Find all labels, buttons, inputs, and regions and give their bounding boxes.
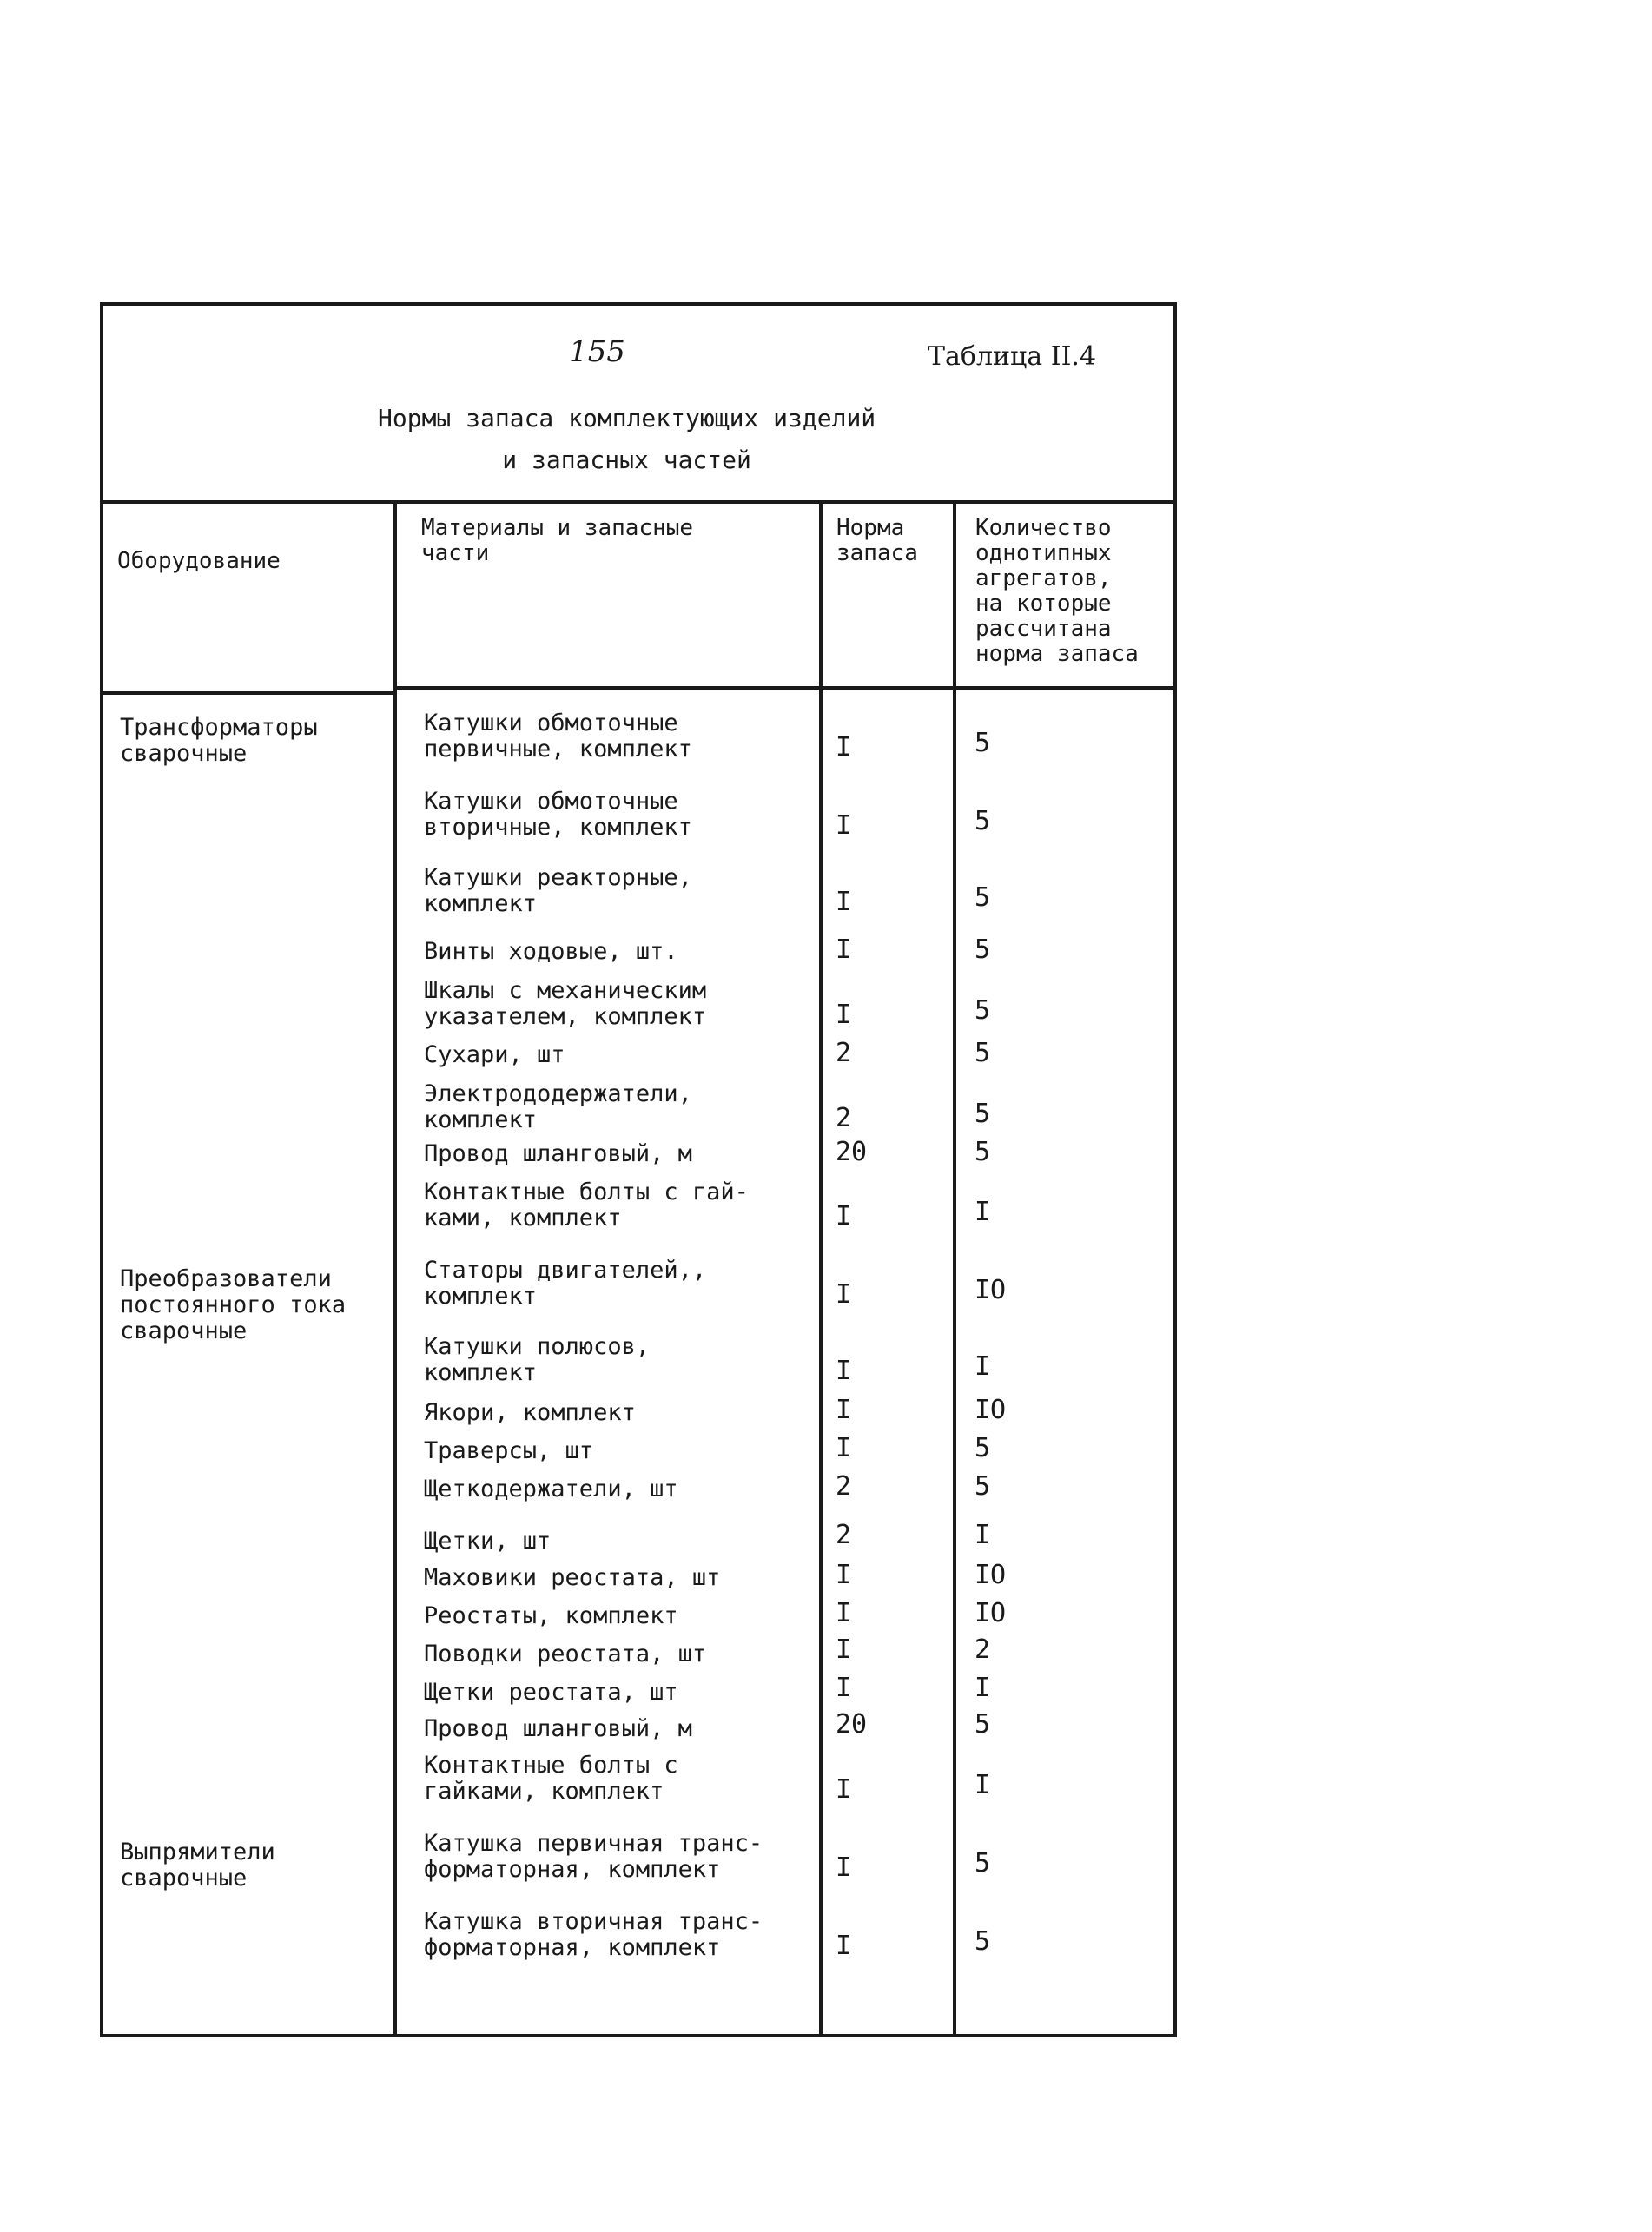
row-item xyxy=(424,1603,678,1629)
row-norm: I xyxy=(836,1774,852,1805)
row-item-line: Электрододержатели, xyxy=(424,1080,692,1107)
col-header-equipment: Оборудование xyxy=(117,548,281,574)
row-item xyxy=(424,789,692,841)
header-top-rule xyxy=(100,500,1177,504)
row-item xyxy=(424,1042,565,1068)
row-norm: I xyxy=(836,1560,852,1590)
row-count: 5 xyxy=(975,728,991,758)
row-item-line: Маховики реостата, шт xyxy=(424,1564,721,1591)
row-norm: I xyxy=(836,1000,852,1030)
row-count: I xyxy=(975,1520,991,1550)
row-item-line: Якори, комплект xyxy=(424,1399,636,1426)
row-norm: 2 xyxy=(836,1520,852,1550)
row-count: 2 xyxy=(975,1634,991,1665)
row-norm: I xyxy=(836,1634,852,1665)
row-item-line: Щетки реостата, шт xyxy=(424,1679,678,1706)
row-count: IO xyxy=(975,1395,1007,1425)
row-item xyxy=(424,1400,636,1426)
row-item-line: Катушка вторичная транс- xyxy=(424,1908,763,1935)
row-count: 5 xyxy=(975,806,991,836)
row-item-line: указателем, комплект xyxy=(424,1003,707,1030)
row-count: IO xyxy=(975,1275,1007,1305)
table-label: Таблица II.4 xyxy=(928,341,1097,372)
row-norm: 20 xyxy=(836,1137,868,1167)
row-count: 5 xyxy=(975,882,991,913)
row-item-line: форматорная, комплект xyxy=(424,1856,721,1883)
row-item xyxy=(424,1438,593,1464)
row-norm: I xyxy=(836,732,852,763)
row-item-line: Реостаты, комплект xyxy=(424,1602,678,1629)
row-count: 5 xyxy=(975,995,991,1026)
col-divider-1 xyxy=(393,500,397,2037)
row-count: I xyxy=(975,1673,991,1703)
header-bottom-rule-2 xyxy=(395,686,1177,690)
row-item xyxy=(424,1716,692,1742)
row-item-line: Винты ходовые, шт. xyxy=(424,938,678,965)
row-norm: 20 xyxy=(836,1709,868,1740)
row-count: IO xyxy=(975,1598,1007,1628)
row-item-line: форматорная, комплект xyxy=(424,1934,721,1961)
header-dash xyxy=(1129,500,1177,503)
row-item xyxy=(424,1179,749,1232)
row-norm: 2 xyxy=(836,1471,852,1502)
group-welding-transformers: Трансформаторы сварочные xyxy=(120,714,318,767)
row-norm: I xyxy=(836,1673,852,1703)
row-count: 5 xyxy=(975,934,991,965)
row-norm: I xyxy=(836,1598,852,1628)
row-norm: I xyxy=(836,887,852,917)
row-item xyxy=(424,1680,678,1706)
row-item xyxy=(424,1334,650,1386)
group-rectifiers: Выпрямители сварочные xyxy=(120,1839,275,1892)
row-item-line: ками, комплект xyxy=(424,1205,622,1232)
row-item-line: Траверсы, шт xyxy=(424,1437,594,1464)
col-header-norm: Норма запаса xyxy=(836,515,918,566)
header-bottom-rule-1 xyxy=(100,691,395,695)
row-item-line: Провод шланговый, м xyxy=(424,1715,692,1742)
row-item-line: Контактные болты с xyxy=(424,1752,678,1779)
row-item xyxy=(424,1141,692,1167)
row-item xyxy=(424,865,692,917)
row-norm: I xyxy=(836,1931,852,1961)
row-item-line: Провод шланговый, м xyxy=(424,1140,692,1167)
row-item-line: Катушки обмоточные xyxy=(424,788,678,815)
row-item-line: Катушка первичная транс- xyxy=(424,1830,763,1857)
row-count: 5 xyxy=(975,1433,991,1463)
row-item-line: Катушки обмоточные xyxy=(424,710,678,736)
row-norm: 2 xyxy=(836,1103,852,1133)
col-divider-3 xyxy=(953,500,956,2037)
row-item-line: Поводки реостата, шт xyxy=(424,1641,707,1667)
row-item-line: Статоры двигателей,, xyxy=(424,1257,707,1284)
row-item xyxy=(424,1476,678,1502)
row-norm: I xyxy=(836,1201,852,1232)
row-item-line: Щетки, шт xyxy=(424,1528,552,1555)
row-count: 5 xyxy=(975,1038,991,1068)
row-count: 5 xyxy=(975,1848,991,1879)
row-norm: I xyxy=(836,810,852,841)
row-norm: I xyxy=(836,1395,852,1425)
row-item-line: Сухари, шт xyxy=(424,1041,565,1068)
row-count: 5 xyxy=(975,1099,991,1129)
row-item-line: комплект xyxy=(424,890,538,917)
row-count: 5 xyxy=(975,1471,991,1502)
row-item-line: гайками, комплект xyxy=(424,1778,664,1805)
col-divider-2 xyxy=(819,500,823,2037)
row-item-line: Катушки реакторные, xyxy=(424,864,692,891)
row-item-line: комплект xyxy=(424,1359,538,1386)
table-title xyxy=(378,398,876,481)
row-count: IO xyxy=(975,1560,1007,1590)
row-norm: I xyxy=(836,934,852,965)
row-count: I xyxy=(975,1770,991,1800)
row-norm: I xyxy=(836,1852,852,1883)
row-count: 5 xyxy=(975,1709,991,1740)
row-item xyxy=(424,978,706,1030)
col-header-count: Количество однотипных агрегатов, на которые рассчитана норма запаса xyxy=(975,515,1139,667)
row-count: 5 xyxy=(975,1137,991,1167)
row-item xyxy=(424,1641,706,1667)
row-item xyxy=(424,1258,706,1310)
row-item xyxy=(424,1831,763,1883)
row-item xyxy=(424,1909,763,1961)
row-item-line: Шкалы с механическим xyxy=(424,977,707,1004)
row-item xyxy=(424,1753,678,1805)
row-count: I xyxy=(975,1351,991,1382)
row-item xyxy=(424,939,678,965)
row-count: I xyxy=(975,1197,991,1227)
row-item xyxy=(424,1081,692,1133)
row-norm: I xyxy=(836,1356,852,1386)
row-item xyxy=(424,710,692,763)
row-item-line: Катушки полюсов, xyxy=(424,1333,651,1360)
row-norm: I xyxy=(836,1279,852,1310)
title-line-1: Нормы запаса комплектующих изделий xyxy=(378,404,876,433)
row-item-line: комплект xyxy=(424,1106,538,1133)
row-item-line: первичные, комплект xyxy=(424,736,692,763)
row-item xyxy=(424,1529,551,1555)
row-norm: 2 xyxy=(836,1038,852,1068)
row-item-line: Щеткодержатели, шт xyxy=(424,1476,678,1502)
page-number: 155 xyxy=(569,334,625,369)
row-item-line: Контактные болты с гай- xyxy=(424,1179,749,1205)
row-count: 5 xyxy=(975,1926,991,1957)
row-item xyxy=(424,1565,720,1591)
row-item-line: вторичные, комплект xyxy=(424,814,692,841)
group-dc-converters: Преобразователи постоянного тока сварочные xyxy=(120,1265,347,1344)
col-header-materials: Материалы и запасные части xyxy=(421,515,694,566)
row-item-line: комплект xyxy=(424,1283,538,1310)
title-line-2: и запасных частей xyxy=(502,446,751,474)
row-norm: I xyxy=(836,1433,852,1463)
